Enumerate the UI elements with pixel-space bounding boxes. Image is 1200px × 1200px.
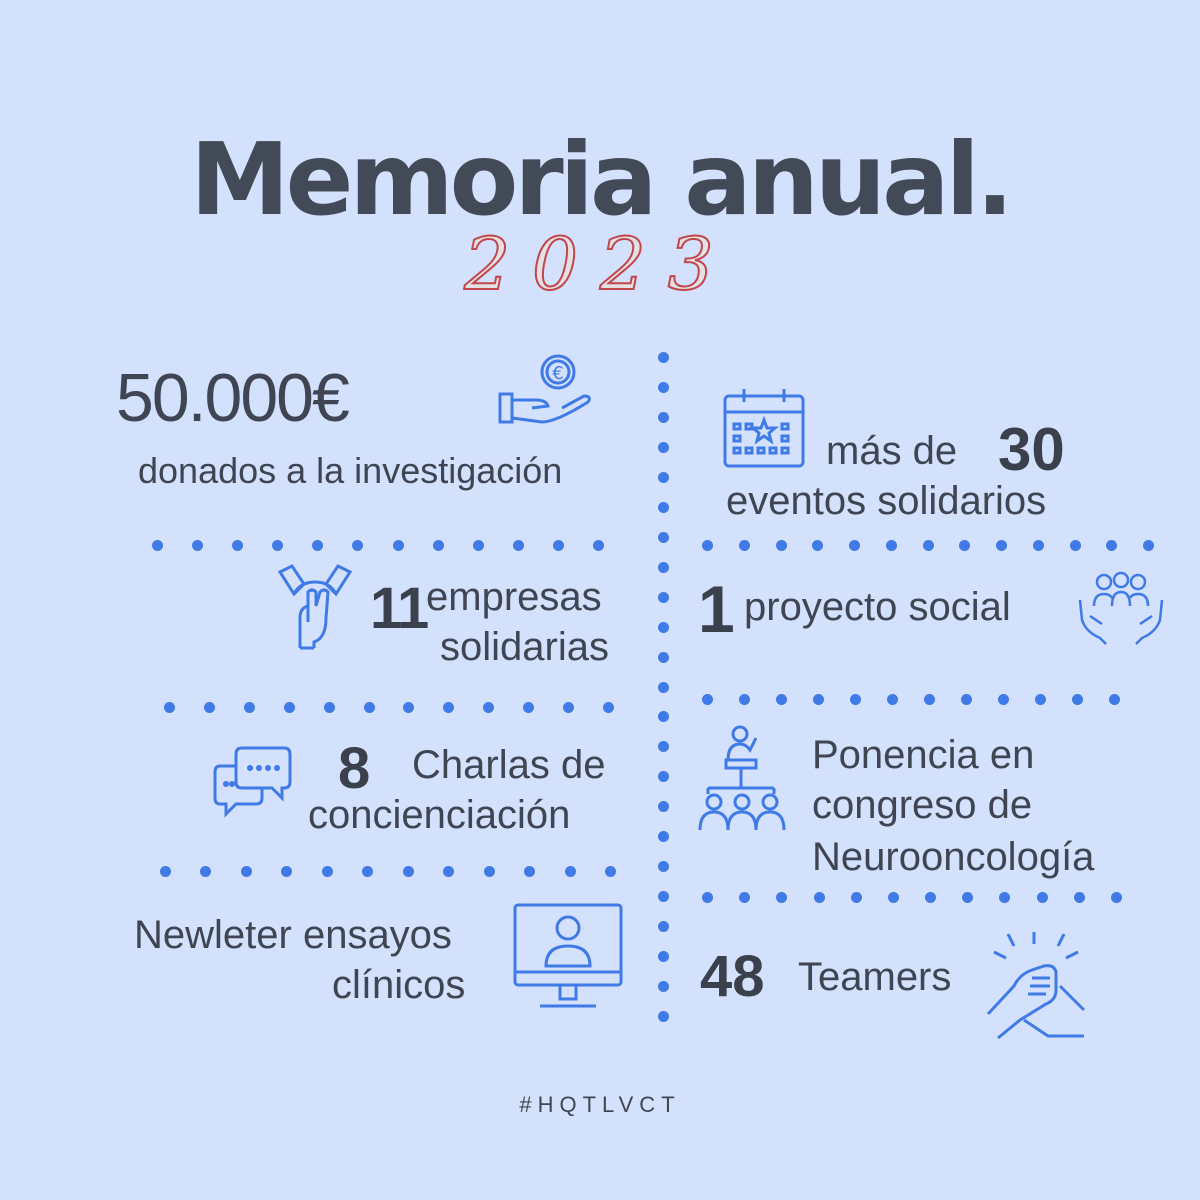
- divider-dot: [524, 866, 535, 877]
- divider-dot: [658, 382, 669, 393]
- divider-dot: [658, 682, 669, 693]
- vertical-divider: [658, 352, 670, 1022]
- congress-line2: congreso de: [812, 783, 1033, 827]
- divider-dot: [658, 831, 669, 842]
- divider-dot: [281, 866, 292, 877]
- divider-right-2: [702, 694, 1120, 706]
- divider-dot: [1109, 694, 1120, 705]
- divider-dot: [1143, 540, 1154, 551]
- divider-dot: [393, 540, 404, 551]
- talks-number: 8: [338, 736, 371, 801]
- social-project-number: 1: [698, 572, 735, 646]
- divider-dot: [658, 442, 669, 453]
- divider-dot: [523, 702, 534, 713]
- divider-dot: [962, 892, 973, 903]
- divider-dot: [284, 702, 295, 713]
- divider-dot: [1070, 540, 1081, 551]
- divider-dot: [813, 694, 824, 705]
- divider-dot: [658, 801, 669, 812]
- divider-dot: [739, 540, 750, 551]
- congress-line1: Ponencia en: [812, 733, 1035, 777]
- speaker-audience-icon: [694, 724, 794, 834]
- divider-dot: [925, 892, 936, 903]
- divider-dot: [241, 866, 252, 877]
- divider-dot: [160, 866, 171, 877]
- divider-right-3: [702, 892, 1122, 904]
- divider-dot: [923, 540, 934, 551]
- divider-dot: [658, 622, 669, 633]
- divider-dot: [924, 694, 935, 705]
- divider-dot: [658, 1011, 669, 1022]
- donation-amount: 50.000€: [116, 360, 348, 436]
- divider-dot: [776, 694, 787, 705]
- talks-label-line2: concienciación: [308, 793, 571, 837]
- hands-together-icon: [270, 562, 360, 652]
- divider-dot: [1074, 892, 1085, 903]
- divider-dot: [849, 540, 860, 551]
- companies-label-line2: solidarias: [440, 625, 609, 669]
- divider-dot: [1035, 694, 1046, 705]
- donation-label: donados a la investigación: [138, 450, 563, 491]
- hand-coin-icon: [496, 352, 596, 432]
- divider-dot: [961, 694, 972, 705]
- divider-dot: [324, 702, 335, 713]
- events-label: eventos solidarios: [726, 479, 1047, 523]
- divider-dot: [812, 540, 823, 551]
- social-project-label: proyecto social: [744, 585, 1011, 629]
- divider-dot: [200, 866, 211, 877]
- divider-dot: [814, 892, 825, 903]
- chat-bubbles-icon: [212, 742, 292, 818]
- divider-dot: [513, 540, 524, 551]
- divider-dot: [244, 702, 255, 713]
- divider-dot: [1072, 694, 1083, 705]
- divider-dot: [484, 866, 495, 877]
- teamers-label: Teamers: [798, 955, 952, 999]
- divider-dot: [888, 892, 899, 903]
- divider-dot: [152, 540, 163, 551]
- year-label: 2023: [464, 222, 736, 306]
- divider-dot: [403, 866, 414, 877]
- events-prefix: más de: [826, 429, 958, 473]
- svg-text:€: €: [552, 363, 564, 384]
- divider-dot: [886, 540, 897, 551]
- divider-dot: [996, 540, 1007, 551]
- divider-dot: [443, 866, 454, 877]
- divider-dot: [739, 694, 750, 705]
- divider-dot: [658, 472, 669, 483]
- divider-dot: [658, 562, 669, 573]
- divider-dot: [776, 892, 787, 903]
- companies-number: 11: [370, 576, 428, 641]
- divider-dot: [483, 702, 494, 713]
- newsletter-line1: Newleter ensayos: [134, 913, 452, 957]
- divider-dot: [959, 540, 970, 551]
- divider-dot: [362, 866, 373, 877]
- congress-line3: Neurooncología: [812, 835, 1095, 879]
- divider-dot: [702, 540, 713, 551]
- calendar-icon: [722, 386, 806, 470]
- monitor-user-icon: [512, 902, 624, 1012]
- divider-dot: [850, 694, 861, 705]
- divider-dot: [658, 592, 669, 603]
- divider-dot: [192, 540, 203, 551]
- divider-dot: [658, 532, 669, 543]
- divider-dot: [887, 694, 898, 705]
- hashtag: #HQTLVCT: [519, 1092, 681, 1117]
- divider-dot: [443, 702, 454, 713]
- divider-left-3: [160, 866, 616, 878]
- divider-dot: [739, 892, 750, 903]
- companies-label-line1: empresas: [426, 575, 602, 619]
- divider-dot: [1111, 892, 1122, 903]
- divider-dot: [433, 540, 444, 551]
- divider-dot: [473, 540, 484, 551]
- divider-dot: [593, 540, 604, 551]
- divider-dot: [658, 861, 669, 872]
- divider-dot: [658, 951, 669, 962]
- divider-dot: [658, 771, 669, 782]
- divider-dot: [702, 892, 713, 903]
- divider-right-1: [702, 540, 1154, 552]
- divider-dot: [851, 892, 862, 903]
- divider-dot: [232, 540, 243, 551]
- divider-dot: [702, 694, 713, 705]
- divider-dot: [312, 540, 323, 551]
- divider-dot: [364, 702, 375, 713]
- handshake-icon: [984, 930, 1088, 1040]
- divider-dot: [322, 866, 333, 877]
- divider-dot: [1106, 540, 1117, 551]
- divider-dot: [603, 702, 614, 713]
- divider-left-1: [152, 540, 604, 552]
- divider-dot: [658, 502, 669, 513]
- divider-dot: [1033, 540, 1044, 551]
- divider-dot: [1037, 892, 1048, 903]
- talks-label-line1: Charlas de: [412, 743, 606, 787]
- divider-dot: [998, 694, 1009, 705]
- newsletter-line2: clínicos: [332, 963, 466, 1007]
- divider-dot: [658, 921, 669, 932]
- divider-dot: [658, 352, 669, 363]
- divider-dot: [658, 981, 669, 992]
- divider-dot: [565, 866, 576, 877]
- divider-dot: [563, 702, 574, 713]
- teamers-number: 48: [700, 944, 765, 1009]
- divider-dot: [658, 891, 669, 902]
- page-title: Memoria anual.: [190, 121, 1010, 238]
- divider-dot: [553, 540, 564, 551]
- events-number: 30: [998, 416, 1065, 483]
- divider-dot: [658, 711, 669, 722]
- divider-dot: [403, 702, 414, 713]
- divider-dot: [605, 866, 616, 877]
- divider-dot: [658, 652, 669, 663]
- community-hands-icon: [1076, 570, 1166, 646]
- divider-dot: [658, 741, 669, 752]
- divider-dot: [272, 540, 283, 551]
- divider-dot: [164, 702, 175, 713]
- divider-dot: [352, 540, 363, 551]
- divider-dot: [776, 540, 787, 551]
- divider-dot: [204, 702, 215, 713]
- divider-dot: [658, 412, 669, 423]
- divider-left-2: [164, 702, 614, 714]
- divider-dot: [999, 892, 1010, 903]
